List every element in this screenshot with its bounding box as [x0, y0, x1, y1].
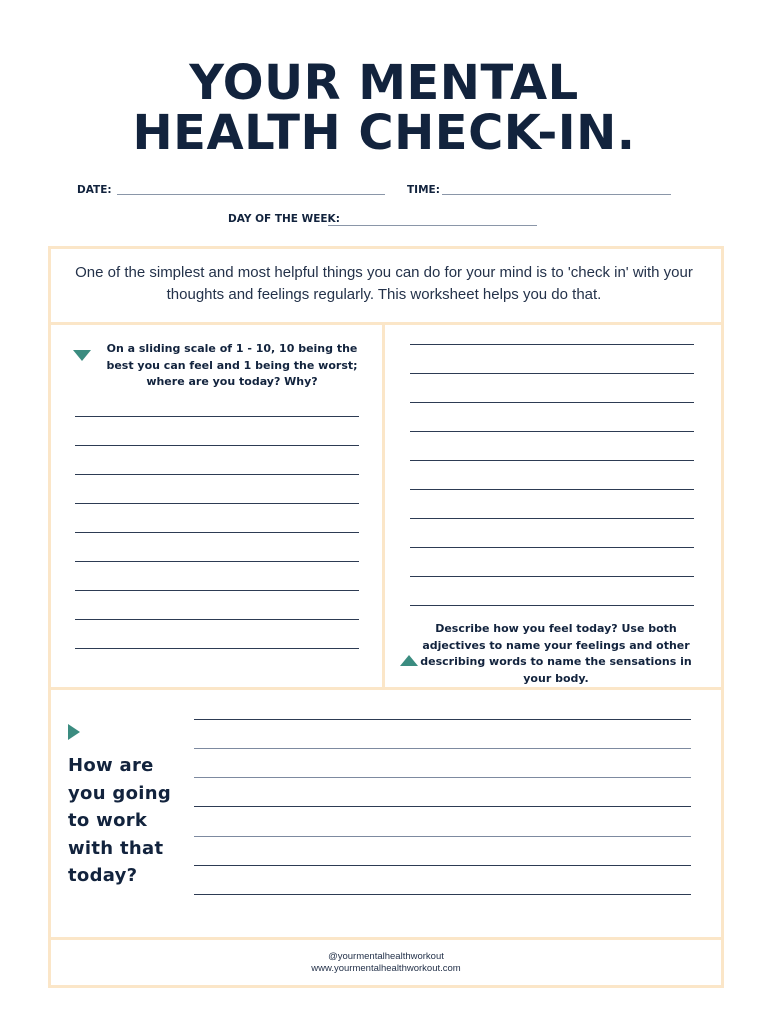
answer-line[interactable] [410, 373, 694, 374]
answer-line[interactable] [410, 547, 694, 548]
divider-footer [48, 937, 724, 940]
answer-line[interactable] [75, 648, 359, 649]
answer-line[interactable] [75, 590, 359, 591]
answer-line[interactable] [410, 431, 694, 432]
footer-handle: @yourmentalhealthworkout [328, 951, 444, 962]
answer-line[interactable] [75, 532, 359, 533]
title-line-1: YOUR MENTAL [189, 55, 579, 111]
footer-website: www.yourmentalhealthworkout.com [311, 963, 461, 974]
answer-line[interactable] [410, 402, 694, 403]
answer-line[interactable] [410, 489, 694, 490]
triangle-down-icon [73, 350, 91, 361]
answer-line[interactable] [410, 576, 694, 577]
answer-line[interactable] [194, 836, 691, 837]
answer-line[interactable] [194, 748, 691, 749]
triangle-up-icon [400, 655, 418, 666]
date-field[interactable] [117, 194, 385, 195]
answer-line[interactable] [194, 865, 691, 866]
answer-line[interactable] [194, 777, 691, 778]
divider-middle [48, 687, 724, 690]
time-field[interactable] [442, 194, 671, 195]
day-of-week-label: DAY OF THE WEEK: [228, 213, 340, 225]
day-of-week-field[interactable] [328, 225, 537, 226]
answer-line[interactable] [75, 561, 359, 562]
scale-prompt: On a sliding scale of 1 - 10, 10 being the best you can feel and 1 being the worst; where are you today? Why? [106, 342, 358, 388]
answer-line[interactable] [194, 894, 691, 895]
title-line-2: HEALTH CHECK-IN. [132, 105, 636, 161]
answer-line[interactable] [410, 605, 694, 606]
answer-line[interactable] [410, 460, 694, 461]
answer-line[interactable] [410, 518, 694, 519]
answer-line[interactable] [75, 416, 359, 417]
answer-line[interactable] [410, 344, 694, 345]
answer-line[interactable] [194, 719, 691, 720]
answer-line[interactable] [75, 474, 359, 475]
answer-line[interactable] [75, 445, 359, 446]
time-label: TIME: [407, 184, 440, 196]
answer-line[interactable] [75, 503, 359, 504]
date-label: DATE: [77, 184, 112, 196]
answer-line[interactable] [194, 806, 691, 807]
describe-prompt: Describe how you feel today? Use both adjectives to name your feelings and other describing words to name the sensations in your body. [420, 622, 692, 685]
answer-line[interactable] [75, 619, 359, 620]
triangle-right-icon [68, 724, 80, 740]
divider-intro [48, 322, 724, 325]
work-with-prompt: How are you going to work with that today? [68, 755, 172, 886]
intro-text: One of the simplest and most helpful things you can do for your mind is to 'check in' with your thoughts and feelings regularly. This worksheet helps you do that. [75, 264, 693, 303]
page-title [0, 55, 768, 161]
divider-vertical [382, 322, 385, 689]
